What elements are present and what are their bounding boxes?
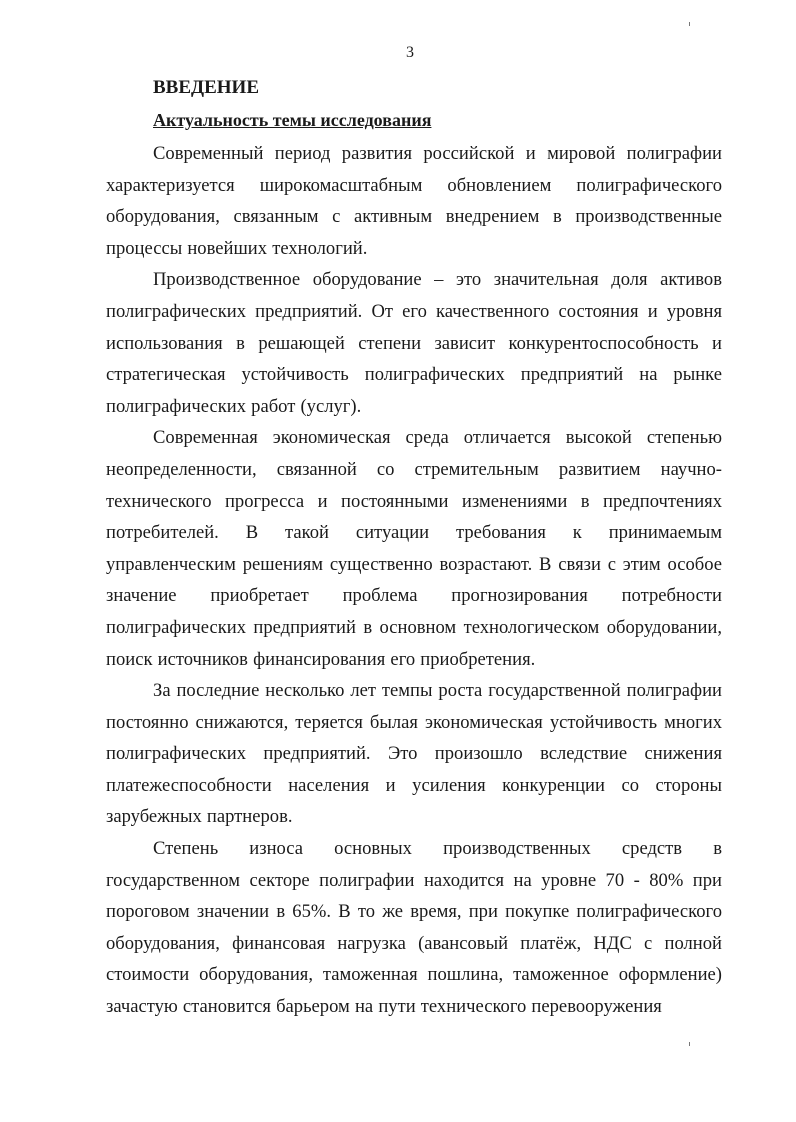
paragraph: Степень износа основных производственных средств в государственном секторе полиграфии находится на уровне 70 - 80% при пороговом значении в 65%. В то же время, при покупке полиграфического оборудования, финансовая нагрузка (авансовый платёж, НДС с полной стоимости оборудования, таможенная пошлина, таможенное оформление) зачастую становится барьером на пути технического перевооружения <box>106 838 722 1018</box>
scan-speck <box>689 1042 690 1046</box>
paragraph: Современная экономическая среда отличается высокой степенью неопределенности, связанной со стремительным развитием научно-технического прогресса и постоянными изменениями в предпочтениях потребителей. В такой ситуации требования к принимаемым управленческим решениям существенно возрастают. В связи с этим особое значение приобретает проблема прогнозирования потребности полиграфических предприятий в основном технологическом оборудовании, поиск источников финансирования его приобретения. <box>106 427 722 670</box>
paragraph: За последние несколько лет темпы роста государственной полиграфии постоянно снижаются, теряется былая экономическая устойчивость многих полиграфических предприятий. Это произошло вследствие снижения платежеспособности населения и усиления конкуренции со стороны зарубежных партнеров. <box>106 680 722 828</box>
document-body <box>106 72 722 1023</box>
paragraph: Современный период развития российской и мировой полиграфии характеризуется широкомасштабным обновлением полиграфического оборудования, связанным с активным внедрением в производственные процессы новейших технологий. <box>106 143 722 259</box>
section-subheading: Актуальность темы исследования <box>153 110 432 130</box>
paragraph: Производственное оборудование – это значительная доля активов полиграфических предприятий. От его качественного состояния и уровня использования в решающей степени зависит конкурентоспособность и стратегическая устойчивость полиграфических предприятий на рынке полиграфических работ (услуг). <box>106 269 722 417</box>
page-number: 3 <box>406 44 414 61</box>
scan-speck <box>689 22 690 26</box>
section-heading: ВВЕДЕНИЕ <box>153 77 259 98</box>
